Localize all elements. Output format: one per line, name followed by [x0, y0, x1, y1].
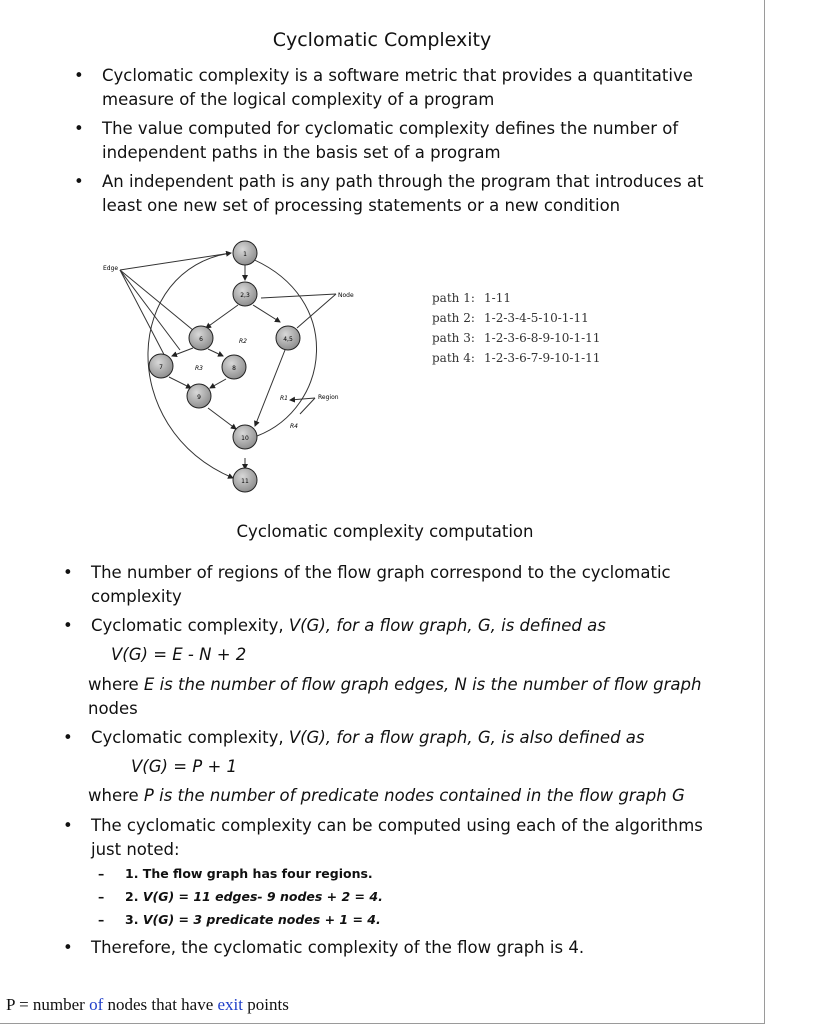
definition-bullet-2: • Cyclomatic complexity, V(G), for a flow graph, G, is also defined as	[63, 726, 723, 750]
bullet-dot: •	[63, 728, 73, 747]
svg-text:6: 6	[199, 336, 203, 343]
bullet-text: just noted:	[91, 840, 180, 859]
svg-text:2,3: 2,3	[240, 292, 250, 299]
bullet-dot: •	[63, 563, 73, 582]
node-9	[187, 384, 211, 408]
region-r2: R2	[239, 338, 247, 345]
svg-text:1: 1	[243, 251, 247, 258]
path-row: path 4: 1-2-3-6-7-9-10-1-11	[432, 351, 601, 365]
bullet-text: The value computed for cyclomatic complexity defines the number of	[102, 119, 679, 138]
page-title: Cyclomatic Complexity	[272, 29, 492, 51]
node-2-3	[233, 282, 257, 306]
definition-bullet-1: • Cyclomatic complexity, V(G), for a flow graph, G, is defined as	[63, 614, 723, 638]
bullet-dot: •	[63, 816, 73, 835]
edge-label: Edge	[103, 265, 119, 272]
conclusion-bullet: • Therefore, the cyclomatic complexity of the flow graph is 4.	[63, 936, 723, 960]
node-label: Node	[338, 292, 354, 299]
path-row: path 2: 1-2-3-4-5-10-1-11	[432, 311, 589, 325]
bullet-text: The number of regions of the flow graph correspond to the cyclomatic	[91, 563, 671, 582]
bullet-text: independent paths in the basis set of a program	[102, 143, 501, 162]
bullet-dot: •	[74, 119, 84, 138]
regions-bullet	[63, 561, 723, 609]
node-6	[189, 326, 213, 350]
bullet-text: The cyclomatic complexity can be computed using each of the algorithms	[91, 816, 703, 835]
flow-graph-diagram	[95, 228, 415, 503]
bullet-dot: •	[74, 66, 84, 85]
bullet-text: measure of the logical complexity of a program	[102, 90, 495, 109]
node-11	[233, 468, 257, 492]
flow-graph-nodes	[149, 241, 300, 492]
bullet-text: An independent path is any path through the program that introduces at	[102, 172, 704, 191]
intro-bullet-1	[74, 64, 714, 112]
node-8	[222, 355, 246, 379]
formula-1: V(G) = E - N + 2	[111, 645, 247, 664]
svg-text:7: 7	[159, 364, 163, 371]
svg-text:10: 10	[241, 435, 249, 442]
svg-text:9: 9	[197, 394, 201, 401]
intro-bullet-2	[74, 117, 714, 165]
node-1	[233, 241, 257, 265]
region-r3: R3	[195, 365, 203, 372]
basis-paths	[432, 288, 600, 368]
section-caption: Cyclomatic complexity computation	[236, 522, 534, 541]
bullet-text: least one new set of processing statements or a new condition	[102, 196, 621, 215]
bullet-dot: •	[63, 616, 73, 635]
path-row: path 1: 1-11	[432, 291, 511, 305]
svg-text:4,5: 4,5	[283, 336, 293, 343]
where-predicate: where P is the number of predicate nodes contained in the flow graph G	[88, 786, 685, 805]
bullet-dot: •	[63, 938, 73, 957]
bullet-text: complexity	[91, 587, 182, 606]
footer-note: P = number of nodes that have exit points	[6, 995, 289, 1014]
region-r1: R1	[280, 395, 288, 402]
bullet-dot: •	[74, 172, 84, 191]
document-page: Cyclomatic Complexity • Cyclomatic complexity is a software metric that provides a quantitative measure of the logical complexity of a program • The value computed for cyclomatic complexity defines the number of independent paths in the basis set of a program • An independent path is any path through the program that introduces at least one new set of processing statements or a new condition 1 2,3 6 4,5 7 8 9 10 11 Edge Node Region R2 R3 R1 R4 path 1: 1-11 path 2: 1-2-3-4-5-10-1-11 path 3: 1-2-3-6-8-9-10-1-11 path 4: 1-2-3-6-7-9-10-1-11 Cyclomatic complexity computation • The number of regions of the flow graph correspond to the cyclomatic complexity • Cyclomatic complexity, V(G), for a flow graph, G, is defined as V(G) = E - N + 2 where E is the number of flow graph edges, N is the number of flow graph nodes • Cyclomatic complexity, V(G), for a flow graph, G, is also defined as V(G) = P + 1 where P is the number of predicate nodes contained in the flow graph G • The cyclomatic complexity can be computed using each of the algorithms just noted: – 1. The flow graph has four regions. – 2. V(G) = 11 edges- 9 nodes + 2 = 4. – 3. V(G) = 3 predicate nodes + 1 = 4. • Therefore, the cyclomatic complexity of the flow graph is 4. P = number of nodes that have exit points	[0, 0, 765, 1024]
node-4-5	[276, 326, 300, 350]
algorithms-bullet	[63, 814, 723, 862]
region-r4: R4	[290, 423, 298, 430]
region-label: Region	[318, 394, 339, 401]
path-row: path 3: 1-2-3-6-8-9-10-1-11	[432, 331, 601, 345]
bullet-text: Cyclomatic complexity is a software metric that provides a quantitative	[102, 66, 693, 85]
where-edges-nodes: where E is the number of flow graph edges, N is the number of flow graph nodes	[88, 675, 702, 718]
formula-2: V(G) = P + 1	[131, 757, 238, 776]
node-10	[233, 425, 257, 449]
intro-bullet-3	[74, 170, 714, 218]
node-7	[149, 354, 173, 378]
svg-text:11: 11	[241, 478, 249, 485]
svg-text:8: 8	[232, 365, 236, 372]
